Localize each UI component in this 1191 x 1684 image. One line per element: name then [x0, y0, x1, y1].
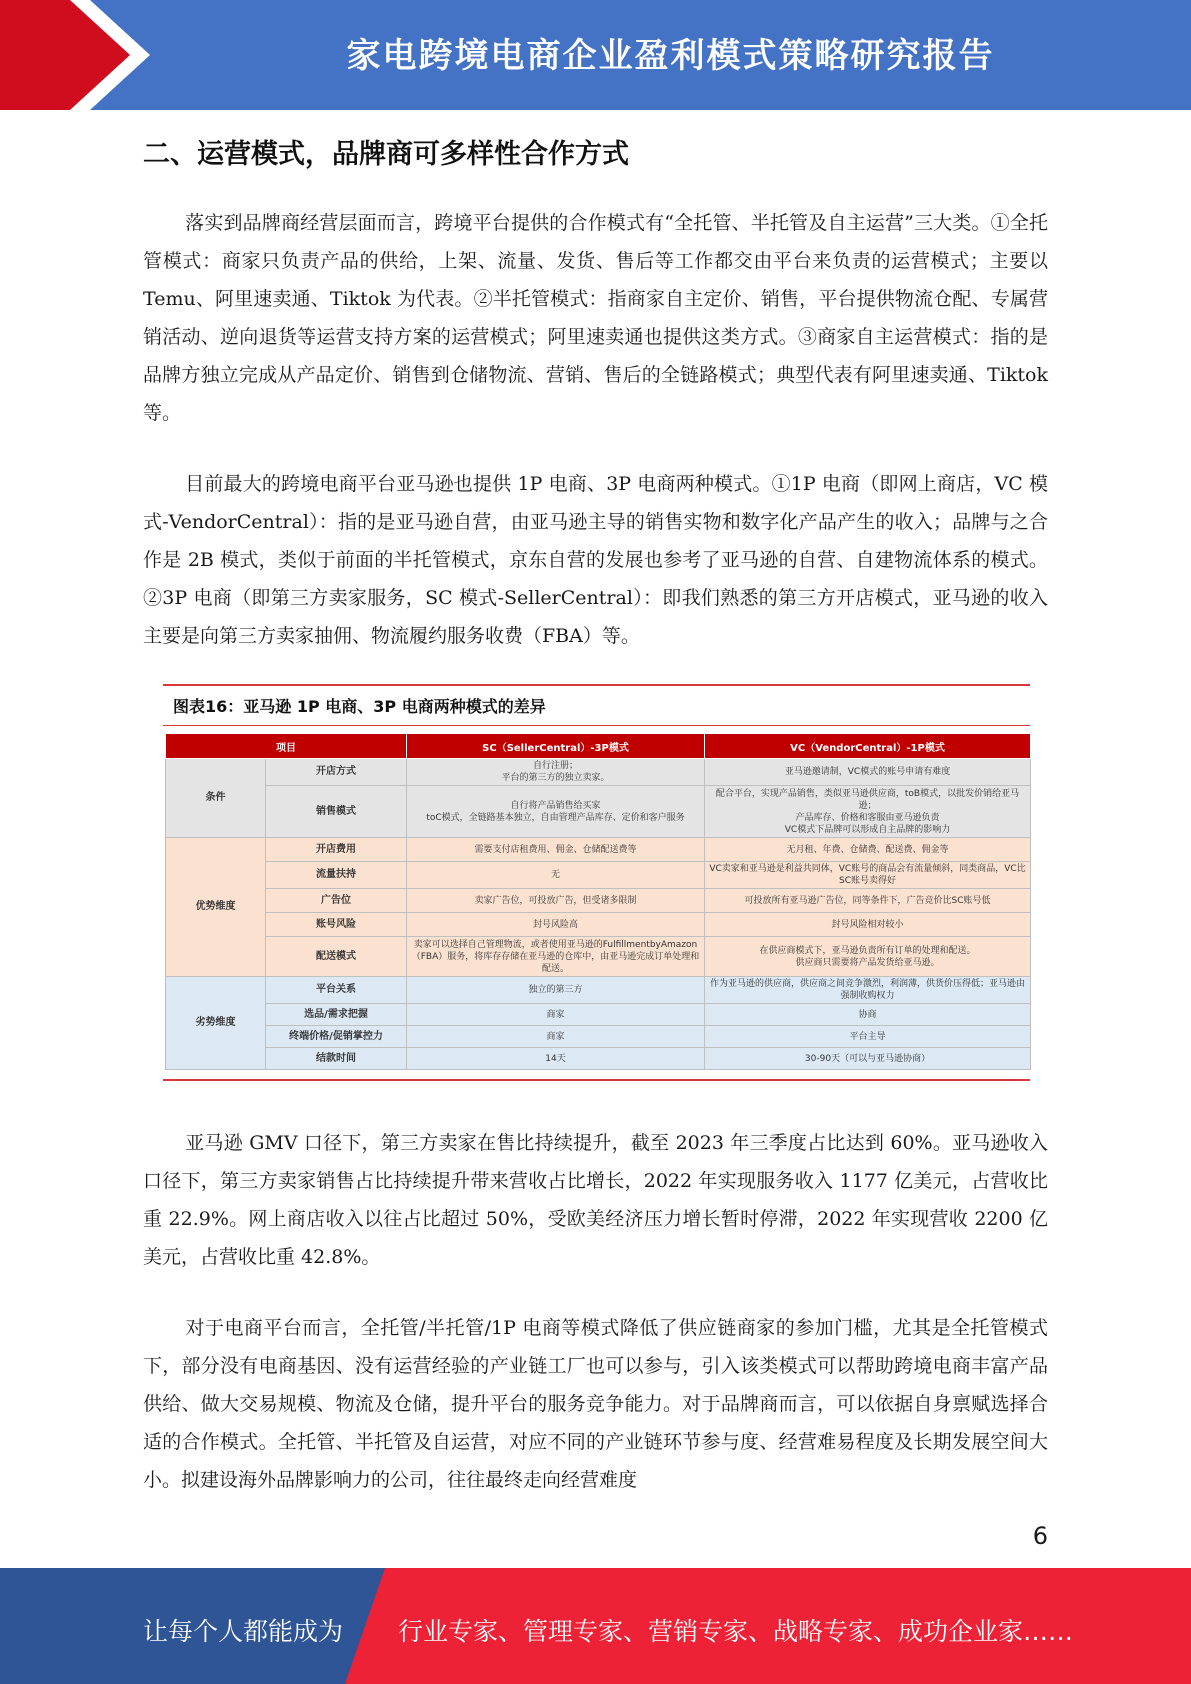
row-vc: 配合平台，实现产品销售，类似亚马逊供应商，toB模式，以批发价销给亚马逊； 产品库存、价格和客服由亚马逊负责 VC模式下品牌可以形成自主品牌的影响力 [705, 786, 1031, 838]
paragraph-2 [143, 465, 1048, 655]
category-disadvantages: 劣势维度 [166, 977, 266, 1070]
row-vc: 可投放所有亚马逊广告位，同等条件下，广告竞价比SC账号低 [705, 889, 1031, 913]
paragraph-1 [143, 204, 1048, 432]
row-sc: 自行将产品销售给买家 toC模式，全链路基本独立，自由管理产品库存、定价和客户服务 [407, 786, 705, 838]
row-sc: 商家 [407, 1026, 705, 1048]
figure-bottom-rule [163, 1079, 1030, 1081]
row-sc: 独立的第三方 [407, 977, 705, 1004]
row-sc: 商家 [407, 1004, 705, 1026]
paragraph-1-text: 落实到品牌商经营层面而言，跨境平台提供的合作模式有“全托管、半托管及自主运营”三大类。①全托管模式：商家只负责产品的供给，上架、流量、发货、售后等工作都交由平台来负责的运营模式；主要以 Temu、阿里速卖通、Tiktok 为代表。②半托管模式：指商家自主定价、销售，平台提供物流仓配、专属营销活动、逆向退货等运营支持方案的运营模式；阿里速卖通也提供这类方式。③商家自主运营模式：指的是品牌方独立完成从产品定价、销售到仓储物流、营销、售后的全链路模式；典型代表有阿里速卖通、Tiktok 等。 [143, 212, 1048, 424]
row-item: 账号风险 [266, 913, 407, 937]
section-heading: 二、运营模式，品牌商可多样性合作方式 [143, 139, 629, 170]
row-item: 平台关系 [266, 977, 407, 1004]
header-sc: SC（SellerCentral）-3P模式 [407, 734, 705, 759]
figure-title-rule [163, 725, 1030, 726]
row-vc: 在供应商模式下，亚马逊负责所有订单的处理和配送。 供应商只需要将产品发货给亚马逊。 [705, 937, 1031, 977]
header-vc: VC（VendorCentral）-1P模式 [705, 734, 1031, 759]
table-row [166, 759, 1031, 786]
row-item: 终端价格/促销掌控力 [266, 1026, 407, 1048]
paragraph-2-text: 目前最大的跨境电商平台亚马逊也提供 1P 电商、3P 电商两种模式。①1P 电商（即网上商店，VC 模式-VendorCentral）：指的是亚马逊自营，由亚马逊主导的销售实物和数字化产品产生的收入；品牌与之合作是 2B 模式，类似于前面的半托管模式，京东自营的发展也参考了亚马逊的自营、自建物流体系的模式。②3P 电商（即第三方卖家服务，SC 模式-SellerCentral）：即我们熟悉的第三方开店模式，亚马逊的收入主要是向第三方卖家抽佣、物流履约服务收费（FBA）等。 [143, 473, 1048, 647]
table-row [166, 838, 1031, 862]
table-row [166, 1048, 1031, 1070]
row-vc: 平台主导 [705, 1026, 1031, 1048]
page-number: 6 [1032, 1522, 1048, 1550]
row-sc: 无 [407, 862, 705, 889]
row-sc: 自行注册； 平台的第三方的独立卖家。 [407, 759, 705, 786]
table-row [166, 913, 1031, 937]
row-vc: 无月租、年费、仓储费、配送费、佣金等 [705, 838, 1031, 862]
row-item: 结款时间 [266, 1048, 407, 1070]
row-item: 广告位 [266, 889, 407, 913]
document-title: 家电跨境电商企业盈利模式策略研究报告 [346, 36, 995, 76]
row-sc: 卖家可以选择自己管理物流，或者使用亚马逊的FulfillmentbyAmazon（FBA）服务，将库存存储在亚马逊的仓库中，由亚马逊完成订单处理和配送。 [407, 937, 705, 977]
header-item: 项目 [166, 734, 407, 759]
row-item: 开店费用 [266, 838, 407, 862]
row-item: 销售模式 [266, 786, 407, 838]
figure-16 [163, 684, 1030, 726]
row-vc: VC卖家和亚马逊是利益共同体，VC账号的商品会有流量倾斜，同类商品，VC比SC账号卖得好 [705, 862, 1031, 889]
row-vc: 亚马逊邀请制，VC模式的账号申请有难度 [705, 759, 1031, 786]
row-vc: 封号风险相对较小 [705, 913, 1031, 937]
table-row [166, 937, 1031, 977]
comparison-table [165, 733, 1031, 1070]
figure-title: 图表16：亚马逊 1P 电商、3P 电商两种模式的差异 [173, 697, 546, 716]
row-vc: 协商 [705, 1004, 1031, 1026]
table-row [166, 786, 1031, 838]
row-item: 选品/需求把握 [266, 1004, 407, 1026]
category-advantages: 优势维度 [166, 838, 266, 977]
table-row [166, 1026, 1031, 1048]
category-conditions: 条件 [166, 759, 266, 838]
table-header-row [166, 734, 1031, 759]
row-sc: 需要支付店租费用、佣金、仓储配送费等 [407, 838, 705, 862]
table-row [166, 862, 1031, 889]
row-sc: 卖家广告位，可投放广告，但受诸多限制 [407, 889, 705, 913]
row-item: 开店方式 [266, 759, 407, 786]
row-item: 流量扶持 [266, 862, 407, 889]
page-header [0, 0, 1191, 110]
footer-slogan-right: 行业专家、管理专家、营销专家、战略专家、成功企业家…… [398, 1617, 1074, 1646]
row-item: 配送模式 [266, 937, 407, 977]
table-row [166, 1004, 1031, 1026]
paragraph-4 [143, 1309, 1048, 1499]
footer-slogan-left: 让每个人都能成为 [143, 1617, 344, 1646]
row-vc: 作为亚马逊的供应商，供应商之间竞争激烈，利润薄，供货价压得低；亚马逊由强制收购权力 [705, 977, 1031, 1004]
paragraph-3-text: 亚马逊 GMV 口径下，第三方卖家在售比持续提升，截至 2023 年三季度占比达到 60%。亚马逊收入口径下，第三方卖家销售占比持续提升带来营收占比增长，2022 年实现服务收入 1177 亿美元，占营收比重 22.9%。网上商店收入以往占比超过 50%，受欧美经济压力增长暂时停滞，2022 年实现营收 2200 亿美元，占营收比重 42.8%。 [143, 1132, 1048, 1268]
row-sc: 14天 [407, 1048, 705, 1070]
table-row [166, 889, 1031, 913]
paragraph-4-text: 对于电商平台而言，全托管/半托管/1P 电商等模式降低了供应链商家的参加门槛，尤其是全托管模式下，部分没有电商基因、没有运营经验的产业链工厂也可以参与，引入该类模式可以帮助跨境电商丰富产品供给、做大交易规模、物流及仓储，提升平台的服务竞争能力。对于品牌商而言，可以依据自身禀赋选择合适的合作模式。全托管、半托管及自运营，对应不同的产业链环节参与度、经营难易程度及长期发展空间大小。拟建设海外品牌影响力的公司，往往最终走向经营难度 [143, 1317, 1048, 1491]
paragraph-3 [143, 1124, 1048, 1276]
row-vc: 30-90天（可以与亚马逊协商） [705, 1048, 1031, 1070]
row-sc: 封号风险高 [407, 913, 705, 937]
table-row [166, 977, 1031, 1004]
